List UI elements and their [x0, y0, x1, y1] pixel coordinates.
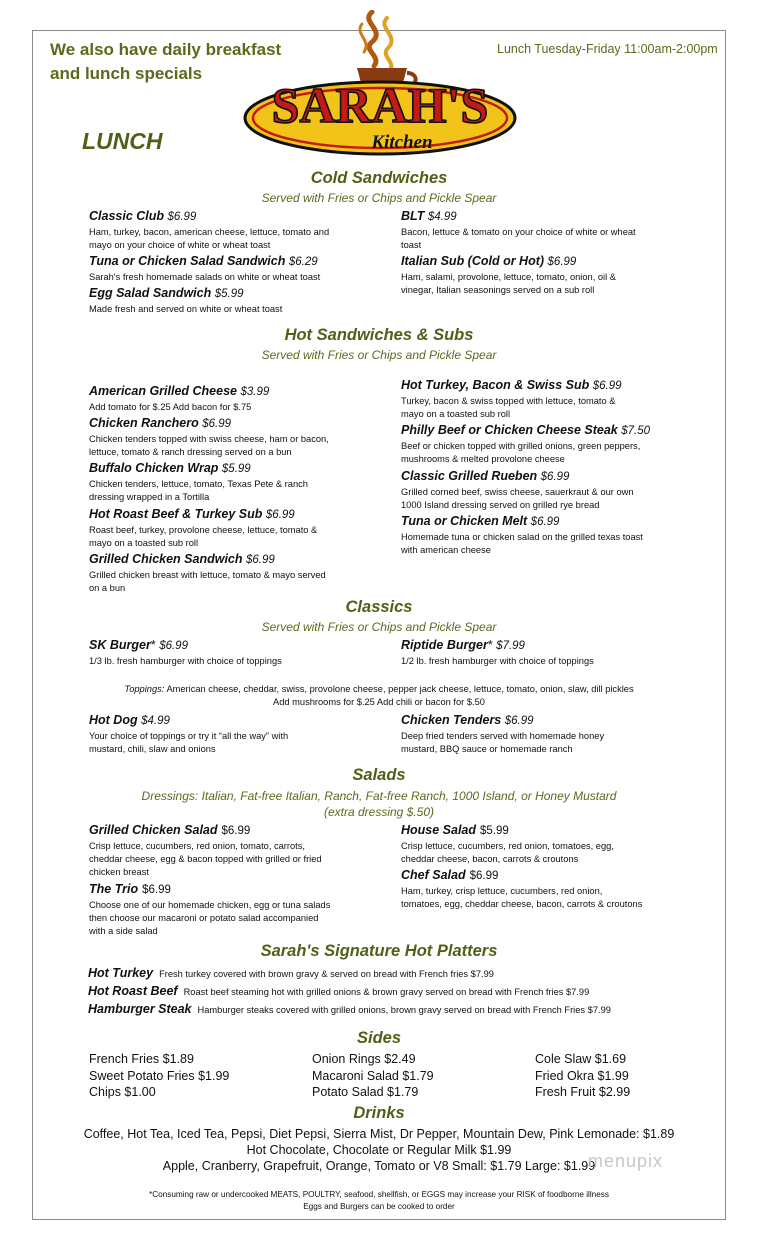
salads-title: Salads — [352, 766, 406, 784]
side-item: Chips $1.00 — [89, 1085, 156, 1099]
menu-item: Classic Grilled Rueben $6.99 Grilled corned beef, swiss cheese, sauerkraut & our own 1000 Island dressing served on grilled rye bread — [401, 469, 634, 510]
food-safety-notice: *Consuming raw or undercooked MEATS, POULTRY, seafood, shellfish, or EGGS may increase your RISK of foodborne illness — [149, 1190, 609, 1199]
menupix-watermark: menupix — [588, 1151, 664, 1171]
classics-subtitle: Served with Fries or Chips and Pickle Spear — [261, 620, 497, 634]
side-item: Macaroni Salad $1.79 — [312, 1068, 434, 1083]
menu-item: Egg Salad Sandwich $5.99 Made fresh and served on white or wheat toast — [89, 286, 283, 314]
svg-text:Kitchen: Kitchen — [371, 132, 433, 153]
sarahs-kitchen-logo — [222, 10, 532, 160]
classics-title: Classics — [345, 598, 413, 616]
lunch-heading: LUNCH — [82, 128, 163, 154]
menu-item: Grilled Chicken Salad $6.99 Crisp lettuce, cucumbers, red onion, tomato, carrots, cheddar cheese, egg & bacon topped with grilled or fried chicken breast — [89, 823, 322, 877]
lunch-hours: Lunch Tuesday-Friday 11:00am-2:00pm — [497, 42, 718, 56]
menu-item: Chef Salad $6.99 Ham, turkey, crisp lettuce, cucumbers, red onion, tomatoes, egg, cheddar cheese, bacon, carrots & croutons — [401, 868, 643, 909]
side-item: French Fries $1.89 — [89, 1052, 194, 1066]
menu-item: Classic Club $6.99 Ham, turkey, bacon, american cheese, lettuce, tomato and mayo on your choice of white or wheat toast — [89, 209, 330, 250]
platter-item: Hamburger Steak Hamburger steaks covered with grilled onions, brown gravy served on bread with French Fries $7.99 — [88, 1002, 611, 1016]
menu-item: Grilled Chicken Sandwich $6.99 Grilled chicken breast with lettuce, tomato & mayo served on a bun — [89, 552, 326, 593]
svg-text:SARAH'S: SARAH'S — [271, 77, 489, 133]
menu-item: Hot Turkey, Bacon & Swiss Sub $6.99 Turkey, bacon & swiss topped with lettuce, tomato & mayo on a toasted sub roll — [401, 378, 622, 419]
daily-specials-note: We also have daily breakfast and lunch specials — [50, 40, 282, 83]
side-item: Cole Slaw $1.69 — [535, 1052, 627, 1066]
menu-item: House Salad $5.99 Crisp lettuce, cucumbers, red onion, tomatoes, egg, cheddar cheese, bacon, carrots & croutons — [401, 823, 614, 864]
menu-item: The Trio $6.99 Choose one of our homemade chicken, egg or tuna salads then choose our macaroni or potato salad accompanied with a side salad — [89, 882, 331, 936]
hot-sandwiches-subtitle: Served with Fries or Chips and Pickle Spear — [261, 348, 497, 362]
platter-item: Hot Roast Beef Roast beef steaming hot with grilled onions & brown gravy served on bread with French fries $7.99 — [88, 984, 590, 998]
drinks-line: Hot Chocolate, Chocolate or Regular Milk $1.99 — [246, 1143, 512, 1157]
menu-item: SK Burger* $6.99 1/3 lb. fresh hamburger with choice of toppings — [89, 638, 282, 666]
menu-item: Chicken Tenders $6.99 Deep fried tenders served with homemade honey mustard, BBQ sauce or homemade ranch — [401, 713, 605, 754]
sides-title: Sides — [356, 1029, 402, 1047]
menu-item: BLT $4.99 Bacon, lettuce & tomato on your choice of white or wheat toast — [401, 209, 636, 250]
drinks-line: Coffee, Hot Tea, Iced Tea, Pepsi, Diet Pepsi, Sierra Mist, Dr Pepper, Mountain Dew, Pink Lemonade: $1.89 — [83, 1127, 675, 1141]
platters-title: Sarah's Signature Hot Platters — [260, 942, 498, 960]
toppings-list: Toppings: American cheese, cheddar, swiss, provolone cheese, pepper jack cheese, lettuce, tomato, onion, slaw, dill pickles — [124, 684, 634, 694]
menu-item: Philly Beef or Chicken Cheese Steak $7.50 Beef or chicken topped with grilled onions, green peppers, mushrooms & melted provolone cheese — [401, 423, 651, 464]
sides-column-2 — [312, 1051, 434, 1101]
menu-item: Hot Roast Beef & Turkey Sub $6.99 Roast beef, turkey, provolone cheese, lettuce, tomato & mayo on a toasted sub roll — [89, 507, 318, 548]
side-item: Fried Okra $1.99 — [535, 1068, 629, 1083]
menu-item: Hot Dog $4.99 Your choice of toppings or try it “all the way” with mustard, chili, slaw and onions — [89, 713, 289, 754]
toppings-addons: Add mushrooms for $.25 Add chili or bacon for $.50 — [273, 697, 485, 707]
drinks-line: Apple, Cranberry, Grapefruit, Orange, Tomato or V8 Small: $1.79 Large: $1.99 — [162, 1159, 596, 1173]
drinks-title: Drinks — [353, 1104, 405, 1122]
menu-item: Chicken Ranchero $6.99 Chicken tenders topped with swiss cheese, ham or bacon, lettuce, tomato & ranch dressing served on a bun — [89, 416, 329, 457]
side-item: Onion Rings $2.49 — [312, 1052, 416, 1066]
menu-item: Tuna or Chicken Salad Sandwich $6.29 Sarah's fresh homemade salads on white or wheat toast — [89, 254, 321, 282]
salads-extra-dressing: (extra dressing $.50) — [323, 805, 435, 819]
salads-dressings: Dressings: Italian, Fat-free Italian, Ranch, Fat-free Ranch, 1000 Island, or Honey Mustard — [141, 789, 617, 803]
cook-to-order-note: Eggs and Burgers can be cooked to order — [303, 1202, 455, 1211]
menu-item: American Grilled Cheese $3.99 Add tomato for $.25 Add bacon for $.75 — [89, 384, 270, 412]
platter-item: Hot Turkey Fresh turkey covered with brown gravy & served on bread with French fries $7.99 — [88, 966, 494, 980]
side-item: Sweet Potato Fries $1.99 — [89, 1068, 230, 1083]
menu-item: Riptide Burger* $7.99 1/2 lb. fresh hamburger with choice of toppings — [401, 638, 594, 666]
sides-column-3 — [535, 1051, 630, 1101]
hot-sandwiches-title: Hot Sandwiches & Subs — [284, 326, 474, 344]
cold-sandwiches-title: Cold Sandwiches — [310, 169, 448, 187]
menu-item: Tuna or Chicken Melt $6.99 Homemade tuna or chicken salad on the grilled texas toast with american cheese — [401, 514, 643, 555]
menu-item: Buffalo Chicken Wrap $5.99 Chicken tenders, lettuce, tomato, Texas Pete & ranch dressing wrapped in a Tortilla — [89, 461, 308, 502]
side-item: Fresh Fruit $2.99 — [535, 1085, 631, 1099]
sides-column-1 — [89, 1051, 229, 1101]
side-item: Potato Salad $1.79 — [312, 1085, 419, 1099]
menu-item: Italian Sub (Cold or Hot) $6.99 Ham, salami, provolone, lettuce, tomato, onion, oil & vinegar, Italian seasonings served on a sub roll — [401, 254, 616, 295]
cold-sandwiches-subtitle: Served with Fries or Chips and Pickle Spear — [261, 191, 497, 205]
